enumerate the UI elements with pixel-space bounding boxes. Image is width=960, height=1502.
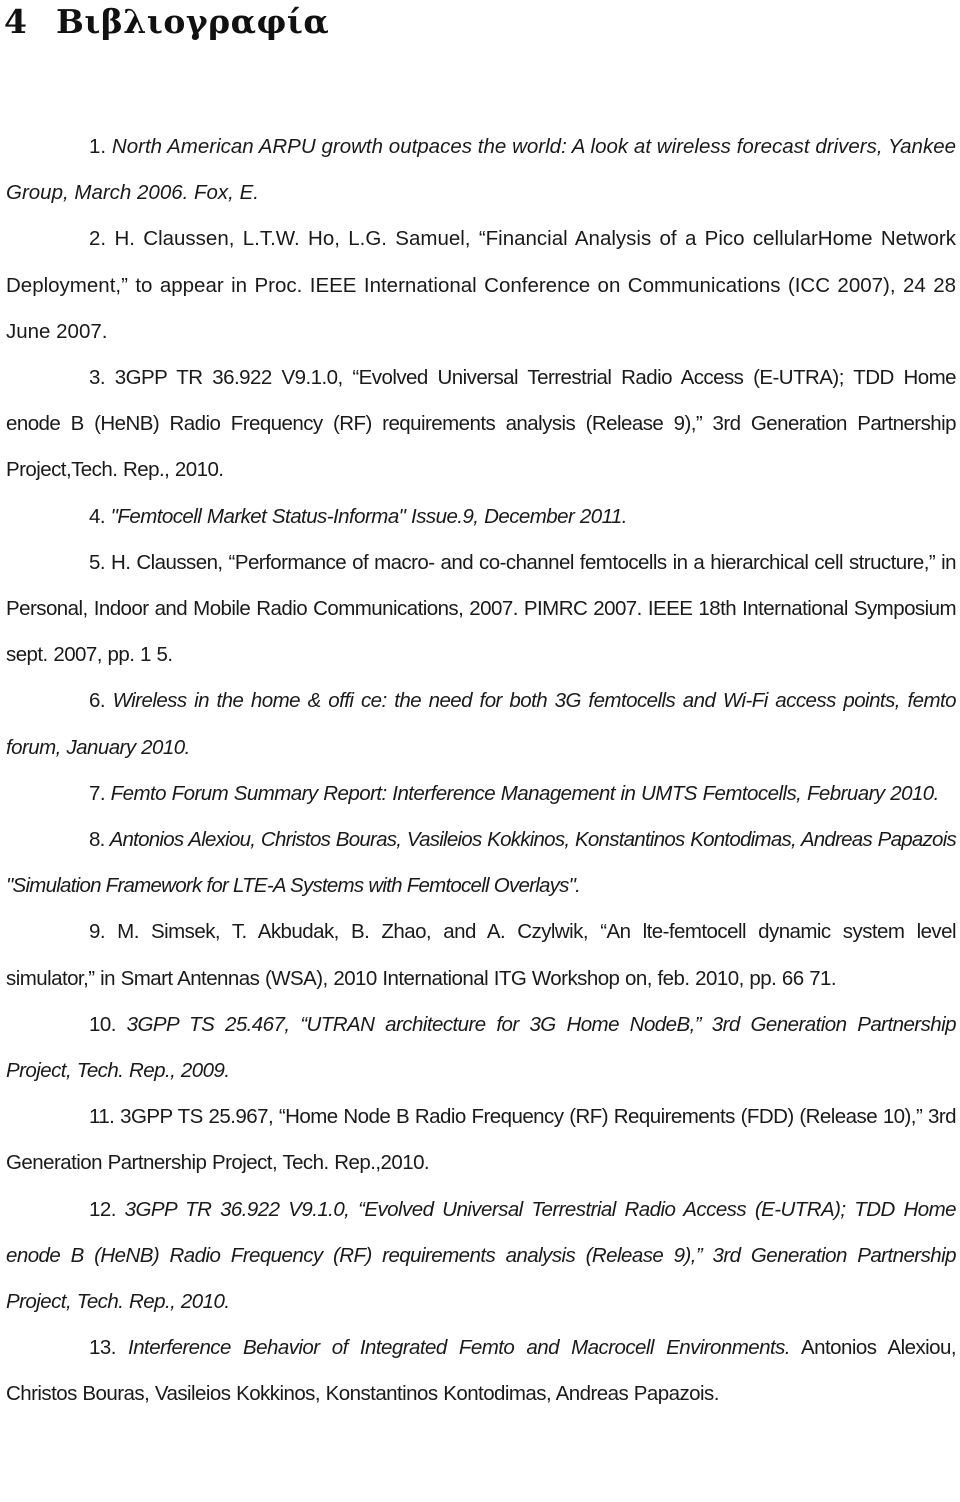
reference-number: 6. [89, 689, 105, 713]
reference-item [6, 216, 956, 355]
reference-number: 9. [89, 920, 105, 944]
reference-item [6, 1002, 956, 1094]
reference-item [6, 494, 956, 540]
reference-number: 7. [89, 781, 105, 805]
reference-number: 13. [89, 1336, 116, 1360]
reference-item [6, 817, 956, 909]
reference-number: 1. [89, 135, 107, 158]
reference-number: 10. [89, 1012, 116, 1036]
reference-item [6, 540, 956, 679]
reference-list [6, 124, 956, 1418]
reference-number: 4. [89, 504, 105, 528]
reference-text: 3GPP TR 36.922 V9.1.0, “Evolved Universal Terrestrial Radio Access (E-UTRA); TDD Home enode B (HeNB) Radio Frequency (RF) requirements analysis (Release 9),” 3rd Generation Partnership Project, Tech. Rep., 2010. [6, 1197, 956, 1314]
reference-text: M. Simsek, T. Akbudak, B. Zhao, and A. Czylwik, “An lte-femtocell dynamic system level simulator,” in Smart Antennas (WSA), 2010 International ITG Workshop on, feb. 2010, pp. 66 71. [6, 920, 956, 990]
reference-item [6, 771, 956, 817]
reference-item [6, 355, 956, 494]
reference-text: 3GPP TS 25.467, “UTRAN architecture for 3G Home NodeB,” 3rd Generation Partnership Project, Tech. Rep., 2009. [6, 1012, 956, 1083]
reference-number: 11. [89, 1105, 115, 1129]
reference-title: Interference Behavior of Integrated Femto and Macrocell Environments. [128, 1336, 790, 1360]
reference-item [6, 678, 956, 770]
reference-item [6, 124, 956, 216]
reference-item [6, 1187, 956, 1326]
reference-text: "Femtocell Market Status-Informa" Issue.9, December 2011. [110, 504, 627, 528]
reference-text: Antonios Alexiou, Christos Bouras, Vasileios Kokkinos, Konstantinos Kontodimas, Andreas Papazois. [6, 1336, 957, 1406]
reference-item [6, 1325, 956, 1417]
reference-text: Femto Forum Summary Report: Interference Management in UMTS Femtocells, February 2010. [110, 781, 939, 805]
reference-text: 3GPP TR 36.922 V9.1.0, “Evolved Universal Terrestrial Radio Access (E-UTRA); TDD Home enode B (HeNB) Radio Frequency (RF) requirements analysis (Release 9),” 3rd Generation Partnership Project,Tech. Rep., 2010. [6, 366, 956, 482]
reference-text: Antonios Alexiou, Christos Bouras, Vasileios Kokkinos, Konstantinos Kontodimas, Andreas Papazois "Simulation Framework for LTE-A Systems with Femtocell Overlays". [6, 828, 956, 898]
reference-text: H. Claussen, L.T.W. Ho, L.G. Samuel, “Financial Analysis of a Pico cellularHome Network Deployment,” to appear in Proc. IEEE International Conference on Communications (ICC 2007), 24 28 June 2007. [6, 227, 956, 343]
reference-item [6, 1094, 956, 1186]
reference-number: 3. [89, 366, 105, 390]
reference-number: 5. [89, 550, 105, 574]
reference-text: H. Claussen, “Performance of macro- and co-channel femtocells in a hierarchical cell structure,” in Personal, Indoor and Mobile Radio Communications, 2007. PIMRC 2007. IEEE 18th International Symposium sept. 2007, pp. 1 5. [6, 550, 956, 667]
reference-number: 2. [89, 227, 107, 251]
section-heading [4, 2, 329, 42]
reference-text: North American ARPU growth outpaces the world: A look at wireless forecast drivers, Yankee Group, March 2006. Fox, E. [6, 135, 957, 205]
section-number: 4 [4, 2, 28, 41]
reference-number: 12. [89, 1197, 116, 1221]
reference-text: 3GPP TS 25.967, “Home Node B Radio Frequency (RF) Requirements (FDD) (Release 10),” 3rd Generation Partnership Project, Tech. Rep.,2010. [6, 1105, 956, 1175]
section-title: Βιβλιογραφία [56, 2, 330, 41]
reference-text: Wireless in the home & offi ce: the need for both 3G femtocells and Wi-Fi access points, femto forum, January 2010. [6, 689, 956, 759]
reference-item [6, 909, 956, 1001]
reference-number: 8. [89, 828, 105, 852]
